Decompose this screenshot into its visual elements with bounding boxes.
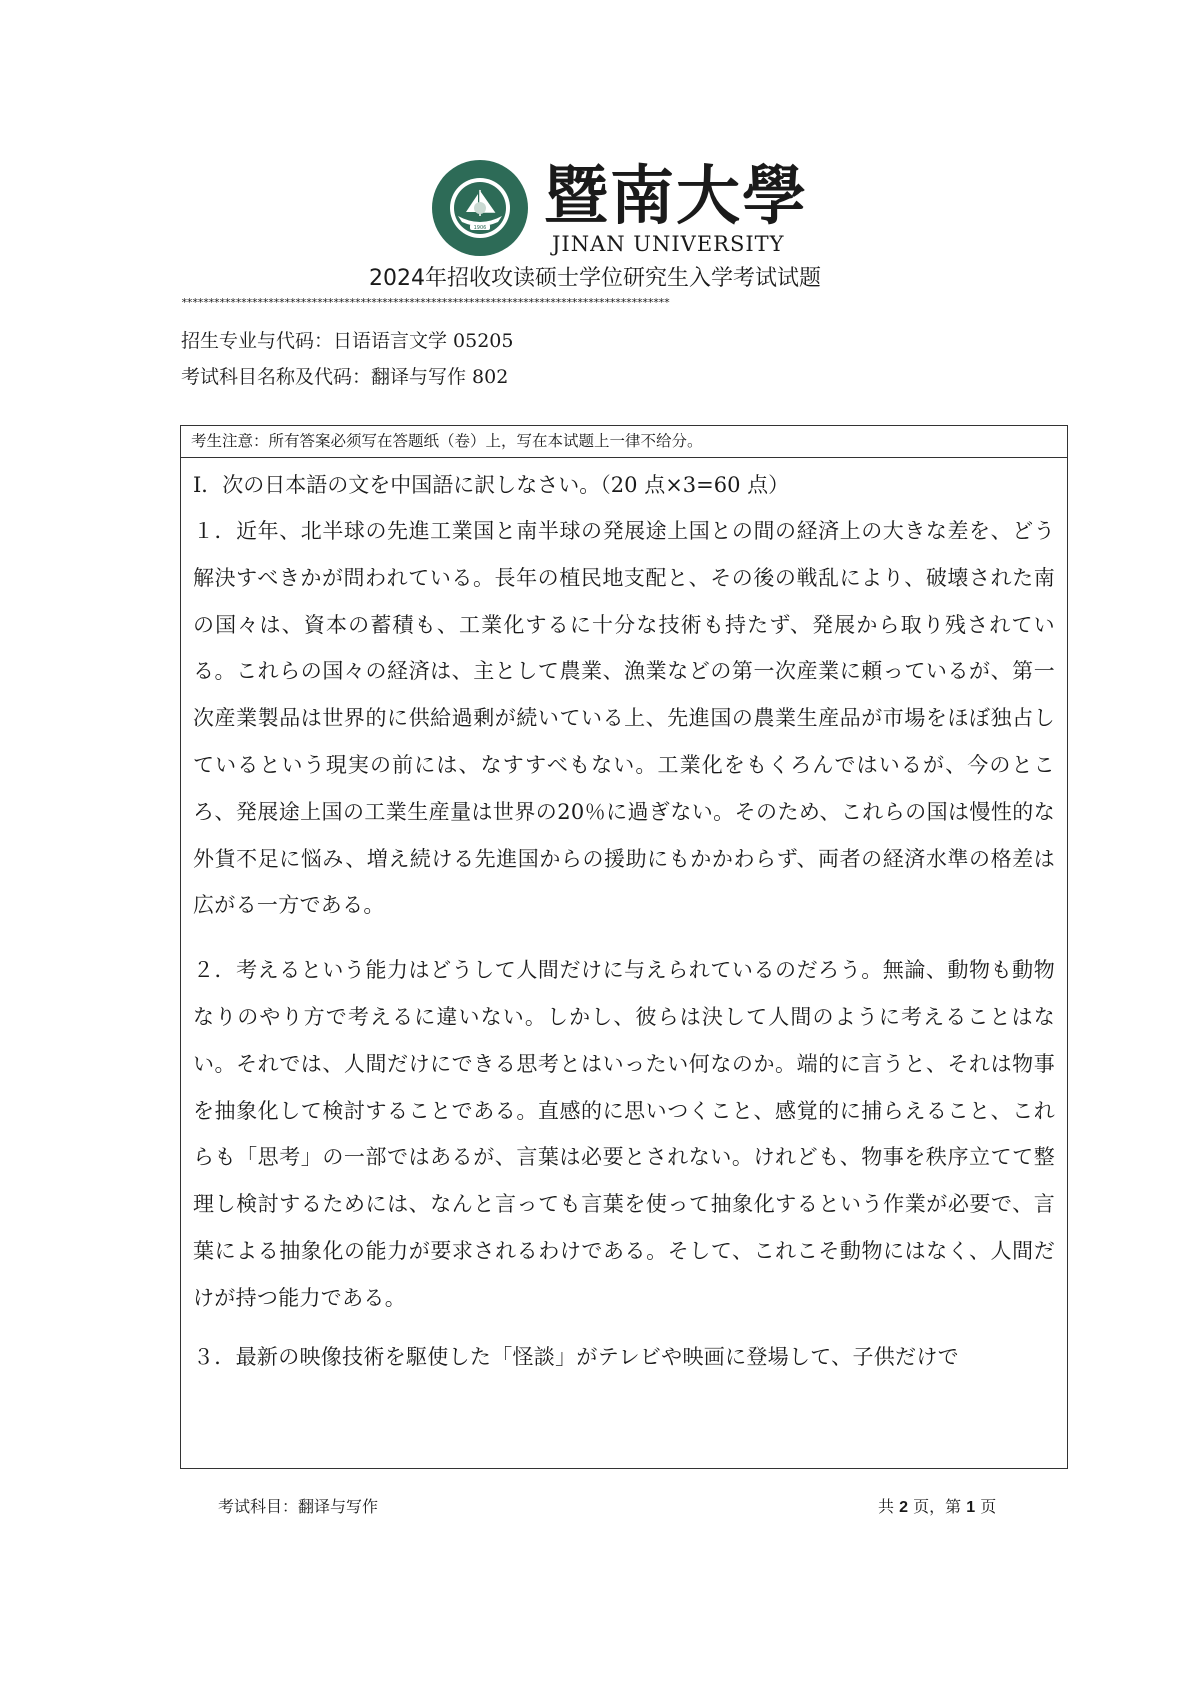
question-3: ３．最新の映像技術を駆使した「怪談」がテレビや映画に登場して、子供だけで [193, 1344, 959, 1369]
footer-page-info [878, 1496, 996, 1519]
logo-english-name: JINAN UNIVERSITY [552, 232, 785, 256]
pages-suffix: 页 [980, 1497, 997, 1516]
subject-info: 考试科目名称及代码：翻译与写作 802 [181, 366, 509, 388]
total-pages: 2 [899, 1499, 909, 1516]
university-seal-icon [430, 158, 530, 258]
university-logo [430, 158, 808, 258]
logo-chinese-name: 暨南大學 [544, 159, 808, 234]
question-box [180, 425, 1068, 1469]
question-1: １．近年、北半球の先進工業国と南半球の発展途上国との間の経済上の大きな差を、どう解決すべきかが問われている。長年の植民地支配と、その後の戦乱により、破壊された南の国々は、資本の蓄積も、工業化するに十分な技術も持たず、発展から取り残されている。これらの国々の経済は、主として農業、漁業などの第一次産業に頼っているが、第一次産業製品は世界的に供給過剰が続いている上、先進国の農業生産品が市場をほぼ独占しているという現実の前には、なすすべもない。工業化をもくろんではいるが、今のところ、発展途上国の工業生産量は世界の20％に過ぎない。そのため、これらの国は慢性的な外貨不足に悩み、増え続ける先進国からの援助にもかかわらず、両者の経済水準の格差は広がる一方である。 [193, 519, 1055, 918]
question-content [181, 462, 1067, 1380]
current-page: 1 [966, 1499, 976, 1516]
svg-text:1906: 1906 [473, 225, 487, 231]
pages-prefix: 共 [878, 1497, 895, 1516]
section-title: Ⅰ．次の日本語の文を中国語に訳しなさい。（20 点×3=60 点） [193, 473, 790, 497]
question-2: ２．考えるという能力はどうして人間だけに与えられているのだろう。無論、動物も動物なりのやり方で考えるに違いない。しかし、彼らは決して人間のように考えることはない。それでは、人間だけにできる思考とはいったい何なのか。端的に言うと、それは物事を抽象化して検討することである。直感的に思いつくこと、感覚的に捕らえること、これらも「思考」の一部ではあるが、言葉は必要とされない。けれども、物事を秩序立てて整理し検討するためには、なんと言っても言葉を使って抽象化するという作業が必要で、言葉による抽象化の能力が要求されるわけである。そして、これこそ動物にはなく、人間だけが持つ能力である。 [193, 958, 1055, 1310]
major-info: 招生专业与代码：日语语言文学 05205 [181, 330, 514, 352]
exam-title: 2024年招收攻读硕士学位研究生入学考试试题 [369, 266, 821, 291]
divider-line: ****************************************************************************************** [181, 296, 670, 309]
footer-subject: 考试科目：翻译与写作 [218, 1497, 379, 1516]
candidate-notice: 考生注意：所有答案必须写在答题纸（卷）上，写在本试题上一律不给分。 [181, 426, 1067, 458]
pages-mid: 页，第 [913, 1497, 962, 1516]
